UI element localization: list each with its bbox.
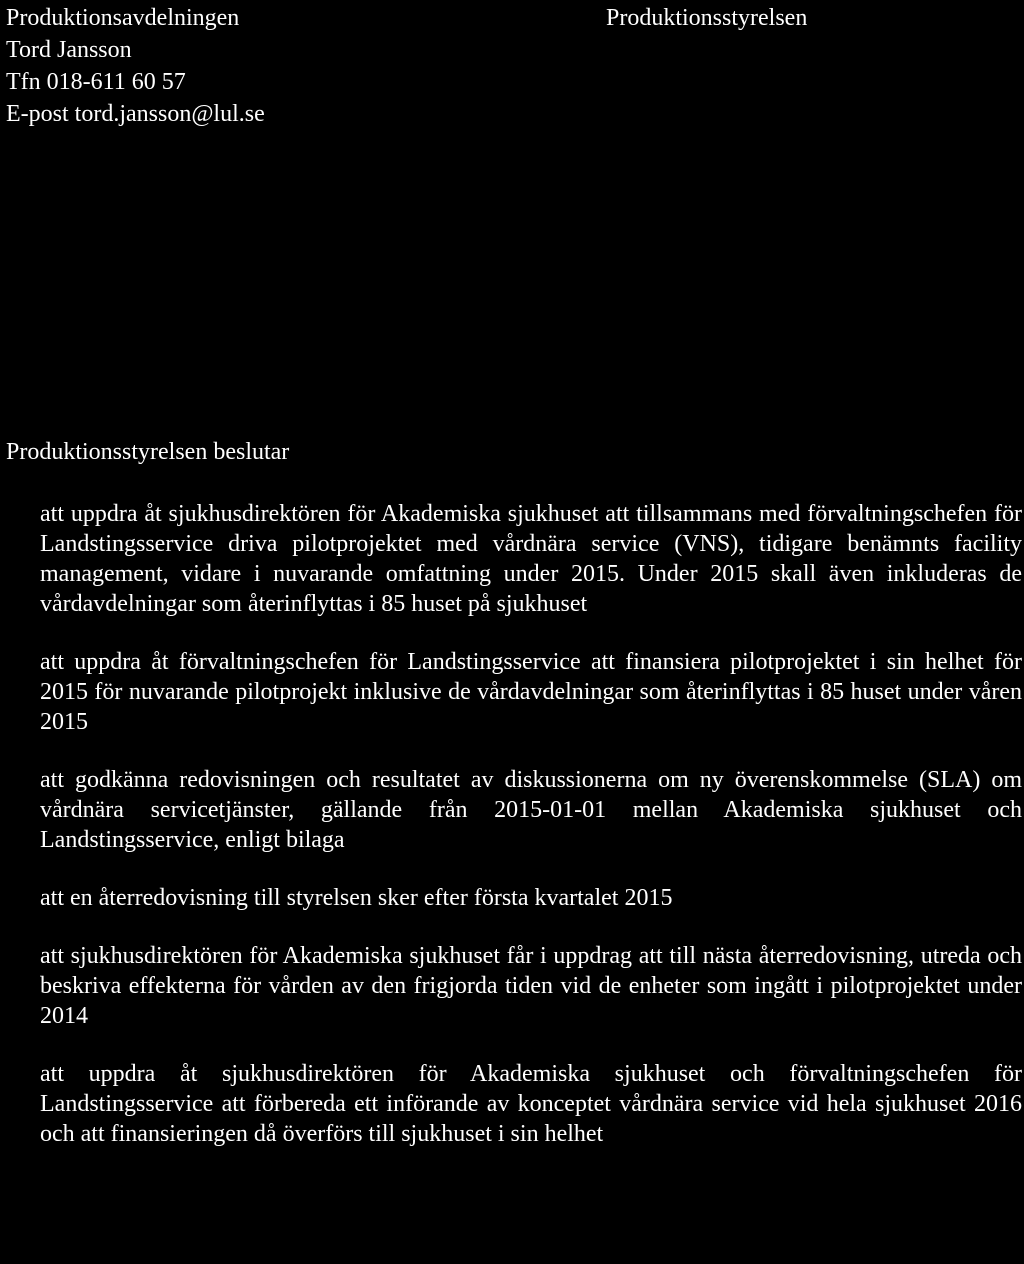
decision-list	[40, 499, 1022, 1177]
decision-heading: Produktionsstyrelsen beslutar	[6, 439, 290, 465]
decision-item: att en återredovisning till styrelsen sker efter första kvartalet 2015	[40, 885, 673, 911]
sender-phone: Tfn 018-611 60 57	[6, 69, 186, 95]
decision-item: att sjukhusdirektören för Akademiska sjukhuset får i uppdrag att till nästa återredovisning, utreda och beskriva effekterna för vården av den frigjorda tiden vid de enheter som ingått i pilotprojektet under 2014	[40, 943, 1022, 1029]
decision-item: att uppdra åt förvaltningschefen för Landstingsservice att finansiera pilotprojektet i sin helhet för 2015 för nuvarande pilotprojekt inklusive de vårdavdelningar som återinflyttas i 85 huset under våren 2015	[40, 649, 1022, 735]
sender-name: Tord Jansson	[6, 37, 132, 63]
decision-item: att uppdra åt sjukhusdirektören för Akademiska sjukhuset att tillsammans med förvaltningschefen för Landstingsservice driva pilotprojektet med vårdnära service (VNS), tidigare benämnts facility management, vidare i nuvarande omfattning under 2015. Under 2015 skall även inkluderas de vårdavdelningar som återinflyttas i 85 huset på sjukhuset	[40, 501, 1022, 617]
decision-item: att uppdra åt sjukhusdirektören för Akademiska sjukhuset och förvaltningschefen för Landstingsservice att förbereda ett införande av konceptet vårdnära service vid hela sjukhuset 2016 och att finansieringen då överförs till sjukhuset i sin helhet	[40, 1061, 1022, 1147]
sender-block	[6, 2, 406, 130]
decision-item: att godkänna redovisningen och resultatet av diskussionerna om ny överenskommelse (SLA) om vårdnära servicetjänster, gällande från 2015-01-01 mellan Akademiska sjukhuset och Landstingsservice, enligt bilaga	[40, 767, 1022, 853]
sender-department: Produktionsavdelningen	[6, 5, 240, 31]
recipient: Produktionsstyrelsen	[606, 5, 808, 31]
sender-email: E-post tord.jansson@lul.se	[6, 101, 265, 127]
